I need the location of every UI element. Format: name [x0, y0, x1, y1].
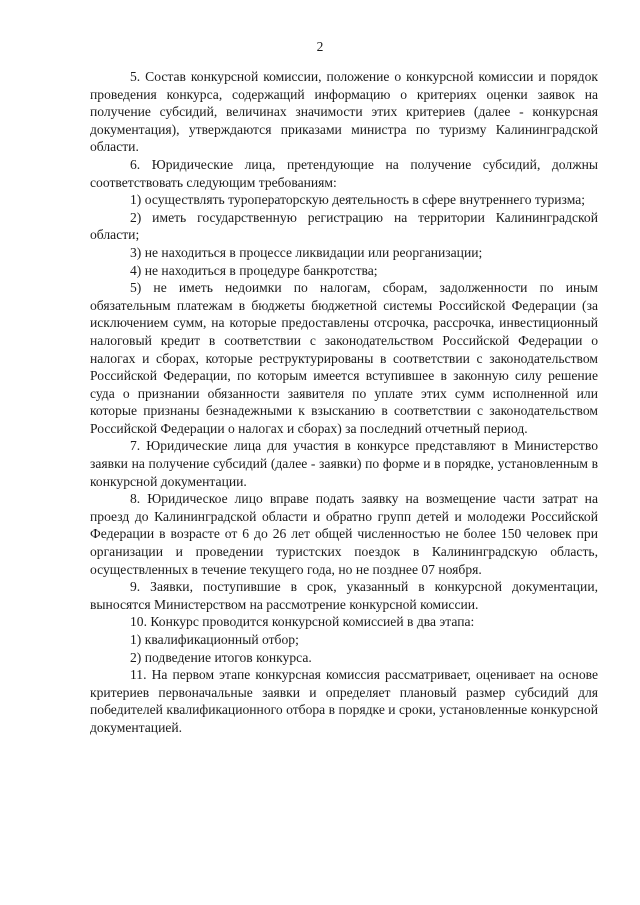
requirement-5: 5) не иметь недоимки по налогам, сборам, задолженности по иным обязательным платежам в бюджеты бюджетной системы Российской Федерации (за исключением сумм, на которые предоставлены отсрочка, рассрочка, инвестиционный налоговый кредит в соответствии с законодательством Российской Федерации о налогах и сборах, которые реструктурированы в соответствии с законодательством Российской Федерации, по которым имеется вступившее в законную силу решение суда о признании обязанности заявителя по уплате этих сумм исполненной или которые признаны безнадежными к взысканию в соответствии с законодательством Российской Федерации о налогах и сборах) за последний отчетный период. — [90, 280, 598, 436]
requirement-4: 4) не находиться в процедуре банкротства; — [130, 262, 378, 278]
paragraph-8: 8. Юридическое лицо вправе подать заявку на возмещение части затрат на проезд до Калининградской области и обратно групп детей и молодежи Российской Федерации в возрасте от 6 до 26 лет общей численностью не более 150 человек при организации и проведении туристских поездок в Калининградскую область, осуществленных в течение текущего года, но не позднее 07 ноября. — [90, 491, 598, 577]
requirement-3: 3) не находиться в процессе ликвидации или реорганизации; — [130, 244, 483, 260]
requirement-2: 2) иметь государственную регистрацию на территории Калининградской области; — [90, 209, 598, 243]
paragraph-10: 10. Конкурс проводится конкурсной комиссией в два этапа: — [130, 614, 475, 630]
stage-2: 2) подведение итогов конкурса. — [130, 649, 312, 665]
stage-1: 1) квалификационный отбор; — [130, 632, 299, 647]
paragraph-11: 11. На первом этапе конкурсная комиссия рассматривает, оценивает на основе критериев первоначальные заявки и определяет плановый размер субсидий для победителей квалификационного отбора в порядке и сроки, установленные конкурсной документацией. — [90, 667, 598, 735]
requirement-1: 1) осуществлять туроператорскую деятельность в сфере внутреннего туризма; — [130, 192, 586, 208]
page-number: 2 — [316, 39, 324, 54]
paragraph-7: 7. Юридические лица для участия в конкурсе представляют в Министерство заявки на получение субсидий (далее - заявки) по форме и в порядке, установленным в конкурсной документации. — [90, 438, 598, 489]
paragraph-9: 9. Заявки, поступившие в срок, указанный в конкурсной документации, выносятся Министерством на рассмотрение конкурсной комиссии. — [90, 579, 598, 612]
paragraph-5: 5. Состав конкурсной комиссии, положение о конкурсной комиссии и порядок проведения конкурса, содержащий информацию о критериях оценки заявок на получение субсидий, величинах значимости этих критериев (далее - конкурсная документация), утверждаются приказами министра по туризму Калининградской области. — [90, 69, 598, 155]
document-body — [90, 68, 598, 737]
paragraph-6: 6. Юридические лица, претендующие на получение субсидий, должны соответствовать следующим требованиям: — [90, 156, 598, 190]
